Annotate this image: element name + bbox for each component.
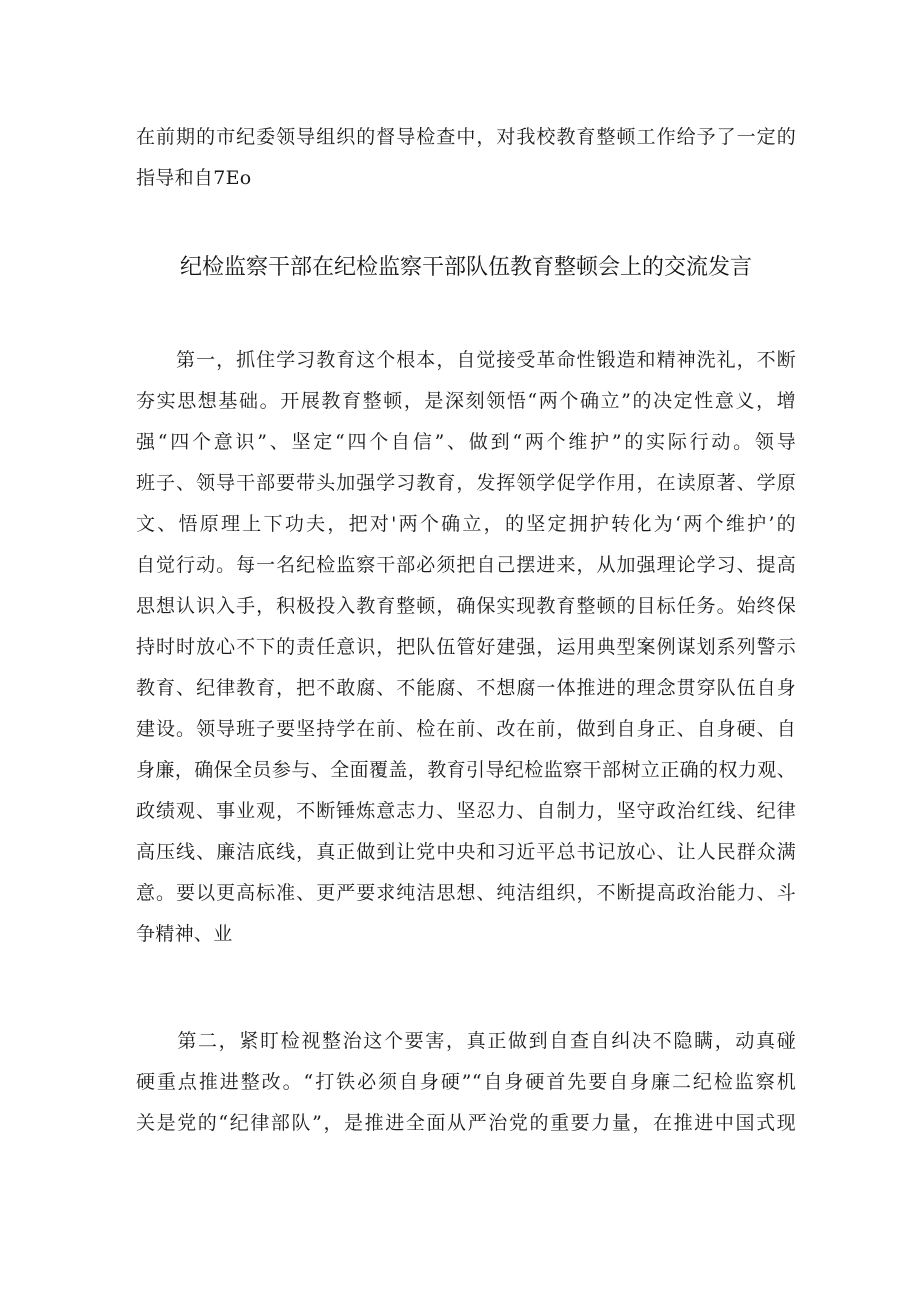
p1-line-2: 夯实思想基础。开展教育整顿，是深刻领悟“两个确立”的决定性意义，增 — [136, 390, 796, 412]
p2-line-1: 第二，紧盯检视整治这个要害，真正做到自查自纠决不隐瞒，动真碰 — [136, 1030, 796, 1052]
p1-line-11: 身廉，确保全员参与、全面覆盖，教育引导纪检监察干部树立正确的权力观、 — [136, 759, 796, 781]
p1-line-12: 政绩观、事业观，不断锤炼意志力、坚忍力、自制力，坚守政治红线、纪律 — [136, 800, 796, 822]
document-title: 纪检监察干部在纪检监察干部队伍教育整顿会上的交流发言 — [179, 255, 752, 280]
p1-line-7: 思想认识入手，积极投入教育整顿，确保实现教育整顿的目标任务。始终保 — [136, 595, 796, 617]
p1-line-15: 争精神、业 — [136, 923, 233, 945]
p1-line-14: 意。要以更高标准、更严要求纯洁思想、纯洁组织，不断提高政治能力、斗 — [136, 882, 796, 904]
p1-line-10: 建设。领导班子要坚持学在前、检在前、改在前，做到自身正、自身硬、自 — [136, 718, 796, 740]
p1-line-4: 班子、领导干部要带头加强学习教育，发挥领学促学作用，在读原著、学原 — [136, 472, 796, 494]
p1-line-8: 持时时放心不下的责任意识，把队伍管好建强，运用典型案例谋划系列警示 — [136, 636, 796, 658]
intro-line-1: 在前期的市纪委领导组织的督导检查中，对我校教育整顿工作给予了一定的 — [136, 126, 796, 148]
p1-line-5: 文、悟原理上下功夫，把对'两个确立，的坚定拥护转化为‘两个维护’的 — [136, 513, 796, 535]
p2-line-3: 关是党的“纪律部队”，是推进全面从严治党的重要力量，在推进中国式现 — [136, 1112, 796, 1134]
p1-line-3: 强“四个意识”、坚定“四个自信”、做到“两个维护”的实际行动。领导 — [136, 431, 796, 453]
p1-line-6: 自觉行动。每一名纪检监察干部必须把自己摆进来，从加强理论学习、提高 — [136, 554, 796, 576]
p1-line-9: 教育、纪律教育，把不敢腐、不能腐、不想腐一体推进的理念贯穿队伍自身 — [136, 677, 796, 699]
p1-line-13: 高压线、廉洁底线，真正做到让党中央和习近平总书记放心、让人民群众满 — [136, 841, 796, 863]
intro-line-2: 指导和自7Eo — [136, 167, 252, 189]
p1-line-1: 第一，抓住学习教育这个根本，自觉接受革命性锻造和精神洗礼，不断 — [136, 349, 796, 371]
p2-line-2: 硬重点推进整改。“打铁必须自身硬”“自身硬首先要自身廉二纪检监察机 — [136, 1071, 796, 1093]
